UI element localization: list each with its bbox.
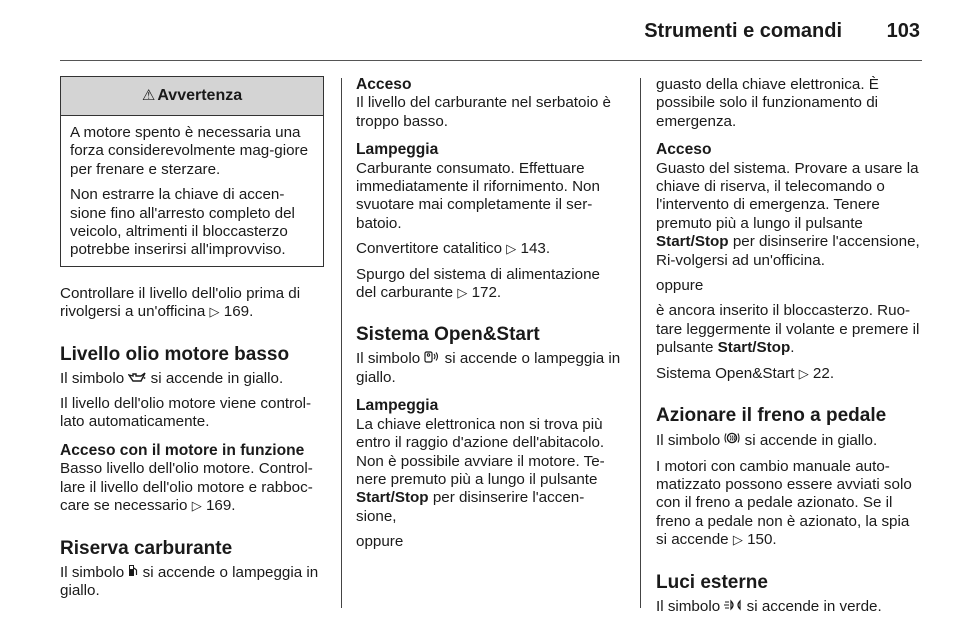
section-heading: Riserva carburante xyxy=(60,537,233,559)
column-1 xyxy=(60,76,324,607)
paragraph: Il livello dell'olio motore viene control-lato automaticamente. xyxy=(60,395,312,431)
paragraph: La chiave elettronica non si trova più entro il raggio d'azione dell'abitacolo. Non è possibile avviare il motore. Te-nere premuto più a lungo il pulsante Start/Stop per disinserire l'accen-sione, xyxy=(356,415,605,525)
sub-heading: Acceso con il motore in funzione xyxy=(60,441,305,459)
column-divider-1 xyxy=(341,78,342,608)
electronic-key-icon xyxy=(424,350,440,363)
warning-box xyxy=(60,76,324,267)
start-stop-button-label: Start/Stop xyxy=(656,233,729,251)
page-reference-arrow-icon: ▷ xyxy=(798,365,809,381)
column-divider-2 xyxy=(640,78,641,608)
warning-body xyxy=(61,116,323,266)
paragraph: Sistema Open&Start ▷ 22. xyxy=(656,364,835,382)
paragraph: Convertitore catalitico ▷ 143. xyxy=(356,240,551,258)
warning-paragraph: Non estrarre la chiave di accen-sione fino all'arresto completo del veicolo, altrimenti il bloccasterzo potrebbe inserirsi all'improvviso. xyxy=(70,186,295,259)
paragraph: Il simbolo si accende in giallo. xyxy=(60,369,284,387)
page-reference-arrow-icon: ▷ xyxy=(506,241,517,257)
page-number: 103 xyxy=(886,20,920,42)
start-stop-button-label: Start/Stop xyxy=(356,489,429,507)
page-reference-arrow-icon: ▷ xyxy=(732,532,743,548)
header-rule xyxy=(60,60,922,61)
paragraph: oppure xyxy=(356,533,404,551)
paragraph: Controllare il livello dell'olio prima di rivolgersi a un'officina ▷ 169. xyxy=(60,284,301,321)
warning-title: Avvertenza xyxy=(157,86,243,104)
section-heading: Azionare il freno a pedale xyxy=(656,405,887,427)
sub-heading: Lampeggia xyxy=(356,397,439,415)
sub-heading: Acceso xyxy=(656,141,712,159)
paragraph: Il simbolo si accende in giallo. xyxy=(656,432,878,450)
paragraph: Il simbolo si accende o lampeggia in giallo. xyxy=(356,350,621,386)
warning-paragraph: A motore spento è necessaria una forza considerevolmente mag-giore per frenare e sterzare. xyxy=(70,124,309,178)
sub-heading: Lampeggia xyxy=(356,141,439,159)
page-reference-arrow-icon: ▷ xyxy=(457,285,468,301)
section-heading: Luci esterne xyxy=(656,571,768,593)
paragraph: Il simbolo si accende in verde. xyxy=(656,597,882,615)
paragraph: è ancora inserito il bloccasterzo. Ruo-tare leggermente il volante e premere il pulsante Start/Stop. xyxy=(656,302,920,357)
paragraph: Il simbolo si accende o lampeggia in giallo. xyxy=(60,563,319,599)
paragraph: Spurgo del sistema di alimentazione del carburante ▷ 172. xyxy=(356,265,600,302)
warning-triangle-icon: ⚠ xyxy=(141,86,156,104)
column-2 xyxy=(356,76,624,559)
oil-can-icon xyxy=(128,372,146,383)
section-heading: Livello olio motore basso xyxy=(60,343,290,365)
section-heading: Sistema Open&Start xyxy=(356,324,540,346)
paragraph: Guasto del sistema. Provare a usare la chiave di riserva, il telecomando o l'intervento di emergenza. Tenere premuto più a lungo il pulsante Start/Stop per disinserire l'accensione, Ri-volgersi ad un'officina. xyxy=(656,159,920,269)
fuel-pump-icon xyxy=(128,564,138,577)
page-header-title: Strumenti e comandi xyxy=(644,20,842,42)
start-stop-button-label: Start/Stop xyxy=(717,339,791,357)
sub-heading: Acceso xyxy=(356,76,412,93)
page-reference-arrow-icon: ▷ xyxy=(191,498,202,514)
page-reference-arrow-icon: ▷ xyxy=(209,304,220,320)
warning-header xyxy=(61,77,323,116)
exterior-lights-icon xyxy=(724,599,742,611)
paragraph: Il livello del carburante nel serbatoio è troppo basso. xyxy=(356,94,611,130)
paragraph: guasto della chiave elettronica. È possibile solo il funzionamento di emergenza. xyxy=(656,76,879,130)
paragraph: I motori con cambio manuale auto-matizzato possono essere avviati solo con il freno a pedale azionato. Se il freno a pedale non è azionato, la spia si accende ▷ 150. xyxy=(656,457,912,549)
paragraph: Basso livello dell'olio motore. Control-lare il livello dell'olio motore e rabboc-care se necessario ▷ 169. xyxy=(60,460,313,515)
brake-pedal-icon xyxy=(724,431,740,445)
paragraph: oppure xyxy=(656,277,704,295)
paragraph: Carburante consumato. Effettuare immediatamente il rifornimento. Non svuotare mai completamente il ser-batoio. xyxy=(356,159,600,232)
column-3 xyxy=(656,76,924,623)
